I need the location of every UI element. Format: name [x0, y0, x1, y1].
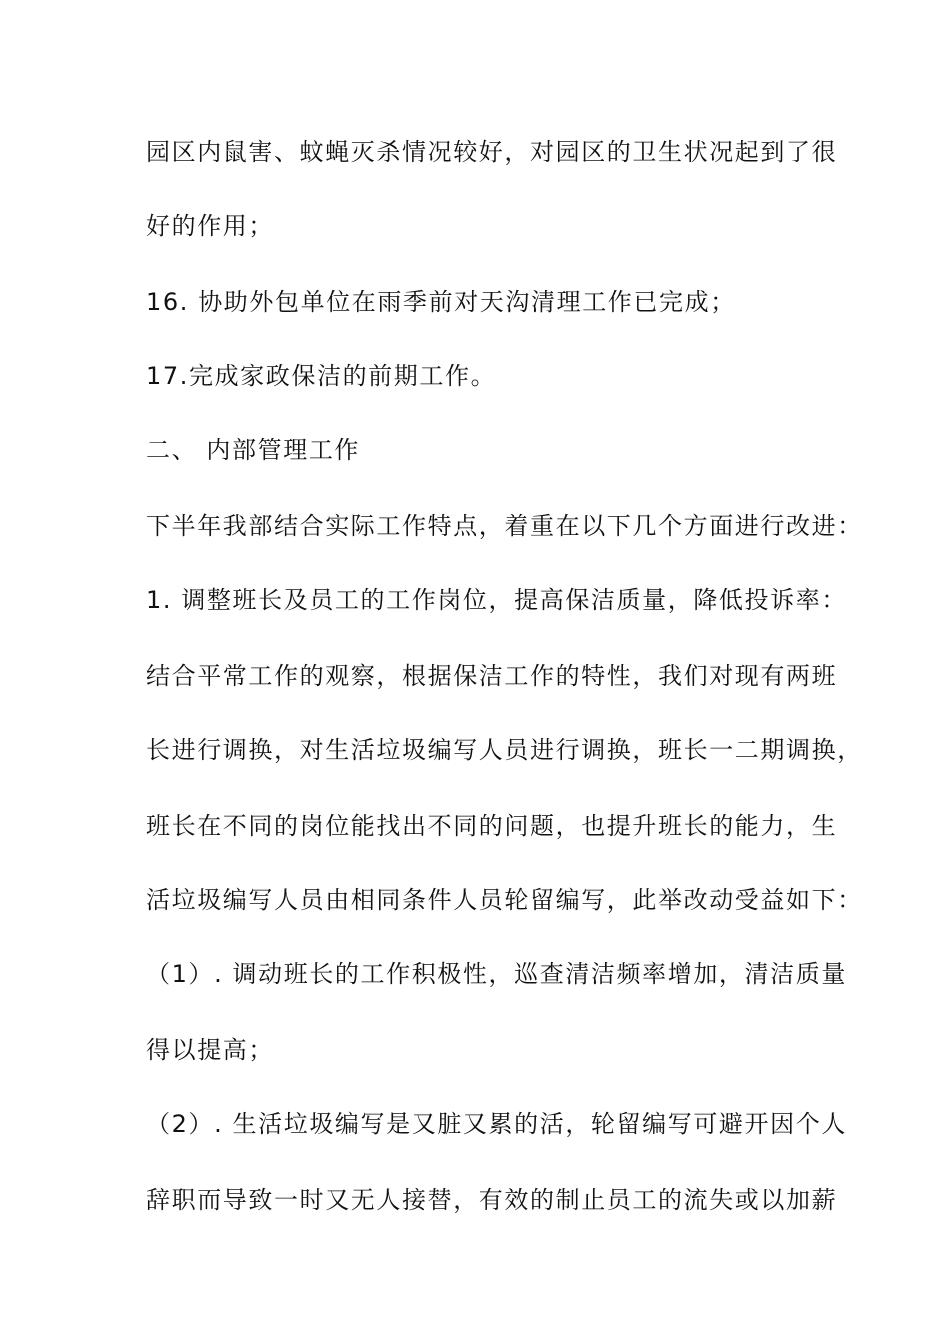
paragraph-line: 班长在不同的岗位能找出不同的问题，也提升班长的能力，生	[146, 812, 838, 840]
list-item-16: 16. 协助外包单位在雨季前对天沟清理工作已完成；	[146, 288, 736, 316]
paragraph-line: 活垃圾编写人员由相同条件人员轮留编写，此举改动受益如下：	[146, 886, 863, 914]
paragraph-line: 得以提高；	[146, 1036, 274, 1064]
paragraph-line: 下半年我部结合实际工作特点，着重在以下几个方面进行改进：	[146, 512, 863, 540]
subheading-item-1: 1. 调整班长及员工的工作岗位，提高保洁质量，降低投诉率：	[146, 586, 847, 614]
section-heading: 二、 内部管理工作	[146, 436, 361, 464]
paragraph-line: 长进行调换，对生活垃圾编写人员进行调换，班长一二期调换，	[146, 736, 863, 764]
sub-item-1: （1）. 调动班长的工作积极性，巡查清洁频率增加，清洁质量	[146, 960, 847, 988]
paragraph-line: 园区内鼠害、蚊蝇灭杀情况较好，对园区的卫生状况起到了很	[146, 138, 838, 166]
list-item-17: 17.完成家政保洁的前期工作。	[146, 362, 497, 390]
sub-item-2: （2）. 生活垃圾编写是又脏又累的活，轮留编写可避开因个人	[146, 1110, 847, 1138]
paragraph-line: 结合平常工作的观察，根据保洁工作的特性，我们对现有两班	[146, 662, 838, 690]
paragraph-line: 好的作用；	[146, 212, 274, 240]
paragraph-line: 辞职而导致一时又无人接替，有效的制止员工的流失或以加薪	[146, 1186, 838, 1214]
